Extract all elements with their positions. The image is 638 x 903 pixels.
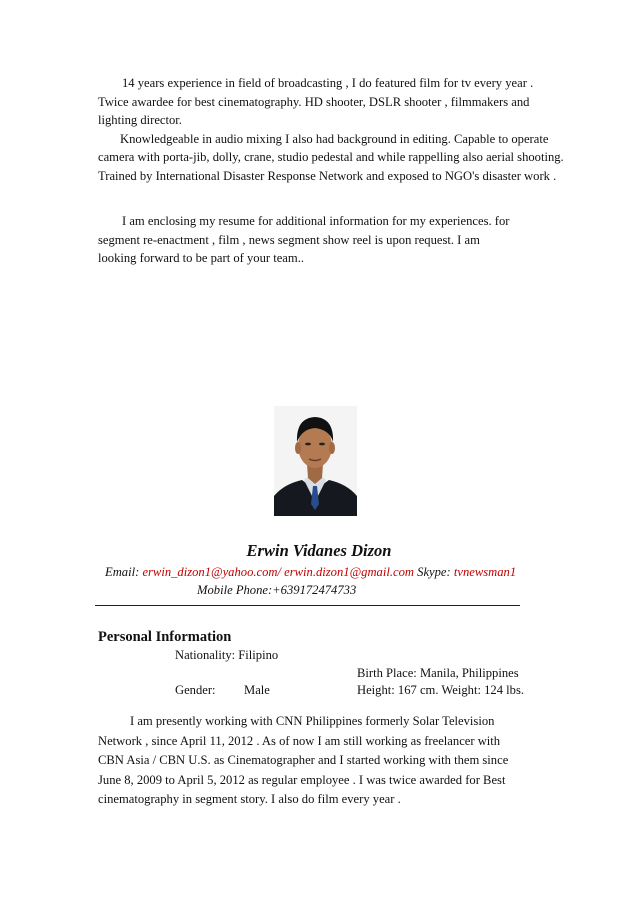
email-value[interactable]: erwin_dizon1@yahoo.com/ erwin.dizon1@gmail.com xyxy=(142,565,414,579)
birth-place: Birth Place: Manila, Philippines xyxy=(357,666,519,680)
gender-label: Gender: xyxy=(175,683,216,697)
intro-line: camera with porta-jib, dolly, crane, studio pedestal and while rappelling also aerial shooting. xyxy=(98,150,564,164)
cover-paragraph xyxy=(98,212,538,268)
profile-photo xyxy=(274,406,357,516)
profile-name: Erwin Vidanes Dizon xyxy=(246,541,392,560)
work-line: CBN Asia / CBN U.S. as Cinematographer and I started working with them since xyxy=(98,753,509,767)
work-line: cinematography in segment story. I also do film every year . xyxy=(98,792,401,806)
work-line: June 8, 2009 to April 5, 2012 as regular employee . I was twice awarded for Best xyxy=(98,772,506,787)
work-line: Network , since April 11, 2012 . As of now I am still working as freelancer with xyxy=(98,733,501,748)
intro-line: lighting director. xyxy=(98,113,182,127)
skype-label: Skype: xyxy=(417,565,451,579)
nationality: Nationality: Filipino xyxy=(175,648,279,662)
mobile-phone: Mobile Phone:+639172474733 xyxy=(197,583,357,597)
skype-value: tvnewsman1 xyxy=(453,565,517,579)
work-line: I am presently working with CNN Philippines formerly Solar Television xyxy=(130,714,495,728)
cover-line: segment re-enactment , film , news segment show reel is upon request. I am xyxy=(98,232,480,247)
height-weight: Height: 167 cm. Weight: 124 lbs. xyxy=(357,683,525,697)
cover-line: looking forward to be part of your team.. xyxy=(98,251,304,265)
work-paragraph xyxy=(98,712,538,810)
section-divider xyxy=(95,605,520,606)
intro-line: Twice awardee for best cinematography. HD shooter, DSLR shooter , filmmakers and xyxy=(98,94,530,109)
email-label: Email: xyxy=(105,565,140,579)
contact-line xyxy=(105,565,516,580)
intro-line: Trained by International Disaster Response Network and exposed to NGO's disaster work . xyxy=(98,168,557,183)
gender-value: Male xyxy=(244,683,270,697)
section-title-personal: Personal Information xyxy=(98,629,232,645)
cover-line: I am enclosing my resume for additional information for my experiences. for xyxy=(122,214,510,228)
intro-paragraph xyxy=(98,74,578,185)
intro-line: 14 years experience in field of broadcasting , I do featured film for tv every year . xyxy=(122,76,534,90)
intro-line: Knowledgeable in audio mixing I also had background in editing. Capable to operate xyxy=(120,131,549,146)
